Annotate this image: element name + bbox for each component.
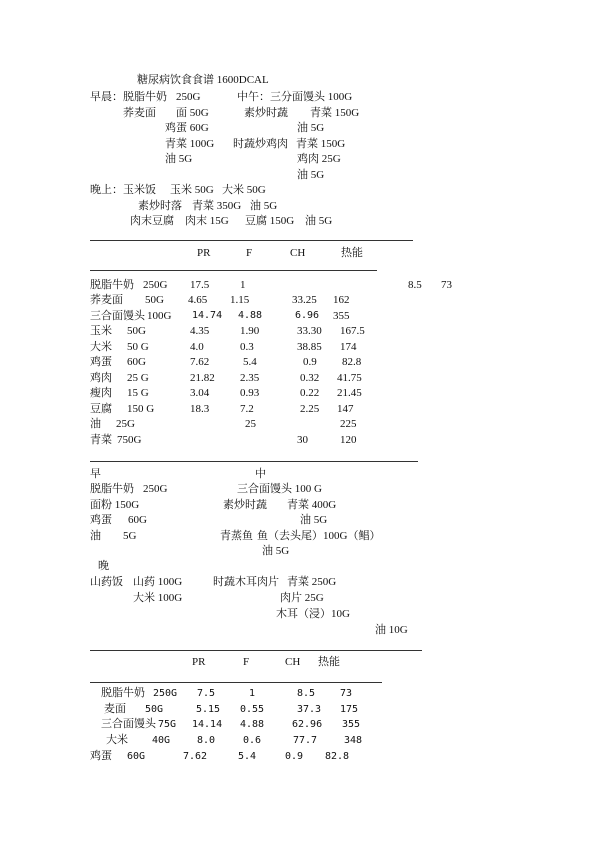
cell-qty: 60G — [127, 356, 146, 368]
cell-kcal: 73 — [340, 688, 353, 699]
cell-f: 0.6 — [243, 735, 262, 746]
cell-qty: 50G — [145, 294, 164, 306]
cell-food: 鸡肉 — [90, 372, 112, 384]
menu-item: 青菜 150G — [296, 138, 346, 150]
menu-item: 鱼（去头尾）100G（鲳） — [257, 530, 381, 542]
dinner-staple: 山药饭 — [90, 576, 123, 588]
cell-food: 玉米 — [90, 325, 112, 337]
cell-ch: 0.9 — [303, 356, 317, 368]
cell-qty: 25 G — [127, 372, 149, 384]
cell-kcal: 355 — [342, 719, 361, 730]
dinner-label: 晚 — [98, 560, 109, 572]
menu-item: 油 5G — [297, 122, 325, 134]
cell-f: 0.93 — [240, 387, 260, 399]
cell-qty: 100G — [147, 310, 172, 322]
cell-pr: 18.3 — [190, 403, 210, 415]
breakfast-dish: 荞麦面 — [123, 107, 156, 119]
menu-item: 面粉 150G — [90, 499, 140, 511]
menu-item: 青菜 150G — [310, 107, 360, 119]
cell-kcal: 82.8 — [325, 751, 350, 762]
menu-item: 玉米 50G — [170, 184, 214, 196]
cell-kcal: 21.45 — [337, 387, 362, 399]
cell-qty: 60G — [127, 751, 146, 762]
header-ch: CH — [290, 247, 306, 259]
menu-item: 山药 100G — [133, 576, 183, 588]
cell-f: 1 — [249, 688, 256, 699]
cell-kcal: 167.5 — [340, 325, 365, 337]
menu-item-qty: 60G — [128, 514, 147, 526]
menu-item: 豆腐 150G — [245, 215, 295, 227]
page-title: 糖尿病饮食食谱 1600DCAL — [137, 74, 269, 86]
cell-pr: 7.62 — [190, 356, 210, 368]
cell-kcal: 348 — [344, 735, 363, 746]
cell-f: 1.90 — [240, 325, 260, 337]
cell-pr: 8.0 — [197, 735, 216, 746]
cell-qty: 75G — [158, 719, 177, 730]
cell-food: 麦面 — [104, 703, 126, 715]
dinner-dish: 素炒时落 — [138, 200, 182, 212]
cell-pr: 4.65 — [188, 294, 208, 306]
cell-ch: 38.85 — [297, 341, 322, 353]
divider — [90, 240, 413, 241]
menu-item: 肉片 25G — [280, 592, 324, 604]
header-f: F — [246, 247, 253, 259]
cell-pr: 14.74 — [192, 310, 223, 321]
header-f: F — [243, 656, 250, 668]
lunch-dish: 时蔬炒鸡肉 — [233, 138, 288, 150]
header-pr: PR — [197, 247, 211, 259]
cell-f: 0.55 — [240, 704, 265, 715]
menu-item: 油 5G — [262, 545, 290, 557]
cell-ch: 8.5 — [297, 688, 316, 699]
cell-qty: 50G — [145, 704, 164, 715]
cell-food: 荞麦面 — [90, 294, 123, 306]
cell-f: 0.3 — [240, 341, 254, 353]
breakfast-milk-qty: 250G — [176, 91, 201, 103]
menu-item: 青菜 250G — [287, 576, 337, 588]
dinner-dish: 肉末豆腐 — [130, 215, 174, 227]
menu-item: 面 50G — [176, 107, 209, 119]
cell-qty: 50G — [127, 325, 146, 337]
cell-ch: 62.96 — [292, 719, 323, 730]
cell-f: 5.4 — [238, 751, 257, 762]
dinner-label: 晚上：玉米饭 — [90, 184, 156, 196]
cell-pr: 21.82 — [190, 372, 215, 384]
divider — [90, 461, 418, 462]
cell-food: 瘦肉 — [90, 387, 112, 399]
cell-ch: 30 — [297, 434, 308, 446]
cell-f: 1 — [240, 279, 246, 291]
cell-food: 大米 — [90, 341, 112, 353]
cell-pr: 4.0 — [190, 341, 204, 353]
cell-pr: 4.35 — [190, 325, 210, 337]
menu-item-qty: 250G — [143, 483, 168, 495]
menu-item: 油 5G — [305, 215, 333, 227]
cell-ch: 77.7 — [293, 735, 318, 746]
menu-item: 肉末 15G — [185, 215, 229, 227]
cell-ch: 6.96 — [295, 310, 320, 321]
dinner-dish: 时蔬木耳肉片 — [213, 576, 279, 588]
cell-ch: 0.9 — [285, 751, 304, 762]
cell-food: 大米 — [106, 734, 128, 746]
cell-food: 油 — [90, 418, 101, 430]
cell-food: 三合面馒头 — [101, 718, 156, 730]
menu-item: 油 10G — [375, 624, 408, 636]
cell-kcal: 355 — [333, 310, 350, 322]
divider — [90, 650, 422, 651]
menu-item: 油 5G — [250, 200, 278, 212]
menu-item: 脱脂牛奶 — [90, 483, 134, 495]
cell-pr: 7.5 — [197, 688, 216, 699]
menu-item: 青菜 350G — [192, 200, 242, 212]
lunch-label: 中 — [255, 468, 266, 480]
lunch-dish: 素炒时蔬 — [244, 107, 288, 119]
divider — [90, 270, 377, 271]
breakfast-label: 早晨：脱脂牛奶 — [90, 91, 167, 103]
breakfast-label: 早 — [90, 468, 101, 480]
cell-food: 脱脂牛奶 — [90, 279, 134, 291]
cell-f: 1.15 — [230, 294, 250, 306]
menu-item: 油 5G — [165, 153, 193, 165]
cell-kcal: 175 — [340, 704, 359, 715]
menu-item: 鸡蛋 60G — [165, 122, 209, 134]
menu-item: 鸡肉 25G — [297, 153, 341, 165]
cell-food: 豆腐 — [90, 403, 112, 415]
cell-food: 脱脂牛奶 — [101, 687, 145, 699]
cell-pr: 17.5 — [190, 279, 210, 291]
cell-food: 鸡蛋 — [90, 750, 112, 762]
menu-item: 青菜 400G — [287, 499, 337, 511]
cell-kcal: 41.75 — [337, 372, 362, 384]
header-kcal: 热能 — [318, 656, 340, 668]
cell-qty: 40G — [152, 735, 171, 746]
cell-pr: 14.14 — [192, 719, 223, 730]
menu-item: 大米 100G — [133, 592, 183, 604]
cell-kcal: 73 — [441, 279, 452, 291]
cell-kcal: 162 — [333, 294, 350, 306]
header-ch: CH — [285, 656, 301, 668]
cell-pr: 7.62 — [183, 751, 208, 762]
cell-kcal: 147 — [337, 403, 354, 415]
cell-food: 青菜 — [90, 434, 112, 446]
cell-ch: 33.25 — [292, 294, 317, 306]
lunch-label: 中午：三分面馒头 100G — [237, 91, 353, 103]
cell-ch: 33.30 — [297, 325, 322, 337]
menu-item: 油 — [90, 530, 101, 542]
cell-ch: 0.22 — [300, 387, 320, 399]
cell-kcal: 82.8 — [342, 356, 362, 368]
menu-item: 木耳（浸）10G — [276, 608, 350, 620]
cell-qty: 25G — [116, 418, 135, 430]
menu-item-qty: 5G — [123, 530, 137, 542]
lunch-dish: 素炒时蔬 — [223, 499, 267, 511]
cell-pr: 5.15 — [196, 704, 221, 715]
cell-f: 2.35 — [240, 372, 260, 384]
cell-qty: 50 G — [127, 341, 149, 353]
cell-food: 三合面馒头 — [90, 310, 145, 322]
cell-kcal: 174 — [340, 341, 357, 353]
cell-kcal: 225 — [340, 418, 357, 430]
cell-f: 4.88 — [240, 719, 265, 730]
cell-pr: 3.04 — [190, 387, 210, 399]
cell-ch: 37.3 — [297, 704, 322, 715]
menu-item: 油 5G — [300, 514, 328, 526]
cell-qty: 250G — [153, 688, 178, 699]
lunch-staple: 三合面馒头 100 G — [237, 483, 322, 495]
cell-qty: 150 G — [127, 403, 155, 415]
cell-f: 25 — [245, 418, 256, 430]
cell-f: 4.88 — [238, 310, 263, 321]
cell-qty: 15 G — [127, 387, 149, 399]
cell-kcal: 120 — [340, 434, 357, 446]
cell-f: 5.4 — [243, 356, 257, 368]
cell-food: 鸡蛋 — [90, 356, 112, 368]
cell-ch: 2.25 — [300, 403, 320, 415]
cell-ch: 8.5 — [408, 279, 422, 291]
lunch-dish: 青蒸鱼 — [220, 530, 253, 542]
menu-item: 鸡蛋 — [90, 514, 112, 526]
header-pr: PR — [192, 656, 206, 668]
cell-qty: 250G — [143, 279, 168, 291]
menu-item: 油 5G — [297, 169, 325, 181]
menu-item: 大米 50G — [222, 184, 266, 196]
menu-item: 青菜 100G — [165, 138, 215, 150]
cell-qty: 750G — [117, 434, 142, 446]
cell-ch: 0.32 — [300, 372, 320, 384]
cell-f: 7.2 — [240, 403, 254, 415]
header-kcal: 热能 — [341, 247, 363, 259]
divider — [90, 682, 382, 683]
